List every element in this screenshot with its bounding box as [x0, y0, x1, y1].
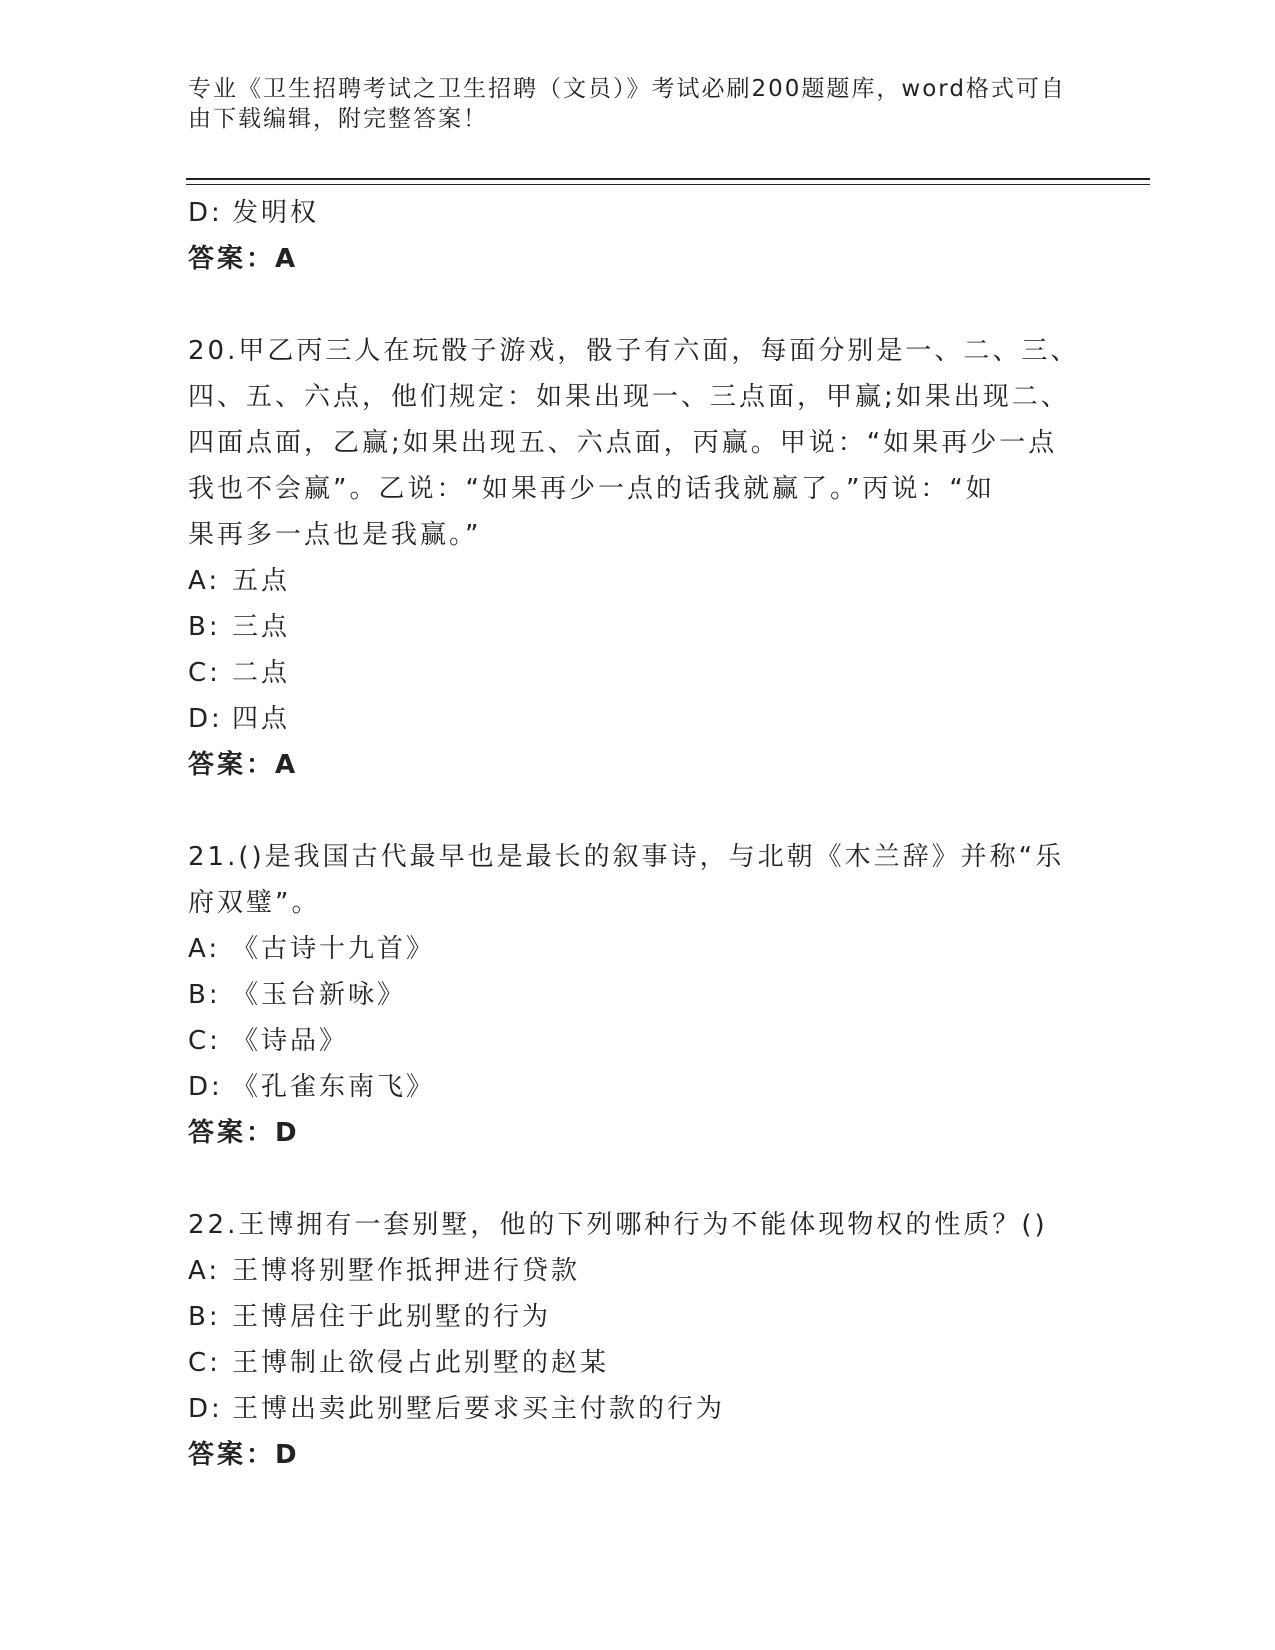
- header-divider-thick: [186, 178, 1150, 180]
- option-letter: A:: [188, 566, 221, 596]
- answer-line: 答案：D: [188, 1440, 300, 1470]
- answer-line: 答案：D: [188, 1118, 300, 1148]
- question-block-21: [188, 834, 1088, 1156]
- option-text: 五点: [232, 566, 291, 596]
- option-text: 王博将别墅作抵押进行贷款: [232, 1256, 581, 1286]
- option-text: 四点: [232, 704, 291, 734]
- option-letter: D:: [188, 1072, 223, 1102]
- header-divider-thin: [186, 184, 1150, 185]
- spacer: [188, 282, 1088, 328]
- header-line-1: 专业《卫生招聘考试之卫生招聘（文员）》考试必刷200题题库，word格式可自: [188, 76, 1066, 102]
- option-d: [188, 190, 1088, 236]
- option-text: 《古诗十九首》: [232, 934, 436, 964]
- option-c: [188, 1018, 1088, 1064]
- option-letter: A:: [188, 934, 221, 964]
- option-text: 《诗品》: [232, 1026, 349, 1056]
- question-block-22: [188, 1202, 1088, 1478]
- option-text: 二点: [232, 658, 291, 688]
- option-text: 王博制止欲侵占此别墅的赵某: [232, 1348, 610, 1378]
- option-text: 《玉台新咏》: [232, 980, 407, 1010]
- option-d: [188, 696, 1088, 742]
- option-letter: D:: [188, 1394, 223, 1424]
- option-text: 王博居住于此别墅的行为: [232, 1302, 552, 1332]
- option-letter: D:: [188, 198, 223, 228]
- option-a: [188, 1248, 1088, 1294]
- question-block-20: [188, 328, 1088, 788]
- option-letter: B:: [188, 980, 221, 1010]
- option-c: [188, 650, 1088, 696]
- option-letter: B:: [188, 1302, 221, 1332]
- option-letter: C:: [188, 1348, 221, 1378]
- option-letter: B:: [188, 612, 221, 642]
- header-line-2: 由下载编辑，附完整答案！: [188, 106, 488, 132]
- document-header: [188, 74, 1088, 134]
- option-text: 三点: [232, 612, 291, 642]
- question-line: 果再多一点也是我赢。”: [188, 520, 482, 550]
- spacer: [188, 788, 1088, 834]
- option-text: 《孔雀东南飞》: [232, 1072, 436, 1102]
- option-b: [188, 972, 1088, 1018]
- question-line: 20.甲乙丙三人在玩骰子游戏，骰子有六面，每面分别是一、二、三、: [188, 336, 1080, 366]
- answer-line: 答案：A: [188, 244, 299, 274]
- question-line: 21.()是我国古代最早也是最长的叙事诗，与北朝《木兰辞》并称“乐: [188, 842, 1065, 872]
- option-a: [188, 926, 1088, 972]
- option-b: [188, 604, 1088, 650]
- option-letter: D:: [188, 704, 223, 734]
- option-c: [188, 1340, 1088, 1386]
- question-line: 22.王博拥有一套别墅，他的下列哪种行为不能体现物权的性质？(): [188, 1210, 1048, 1240]
- option-d: [188, 1386, 1088, 1432]
- question-line: 我也不会赢”。乙说：“如果再少一点的话我就赢了。”丙说：“如: [188, 474, 995, 504]
- option-letter: C:: [188, 658, 221, 688]
- answer-line: 答案：A: [188, 750, 299, 780]
- question-line: 四面点面，乙赢;如果出现五、六点面，丙赢。甲说：“如果再少一点: [188, 428, 1058, 458]
- option-text: 发明权: [232, 198, 320, 228]
- option-d: [188, 1064, 1088, 1110]
- option-text: 王博出卖此别墅后要求买主付款的行为: [232, 1394, 726, 1424]
- option-letter: A:: [188, 1256, 221, 1286]
- option-b: [188, 1294, 1088, 1340]
- option-letter: C:: [188, 1026, 221, 1056]
- question-line: 四、五、六点，他们规定：如果出现一、三点面，甲赢;如果出现二、: [188, 382, 1070, 412]
- question-line: 府双璧”。: [188, 888, 321, 918]
- option-a: [188, 558, 1088, 604]
- spacer: [188, 1156, 1088, 1202]
- document-body: [188, 190, 1088, 1478]
